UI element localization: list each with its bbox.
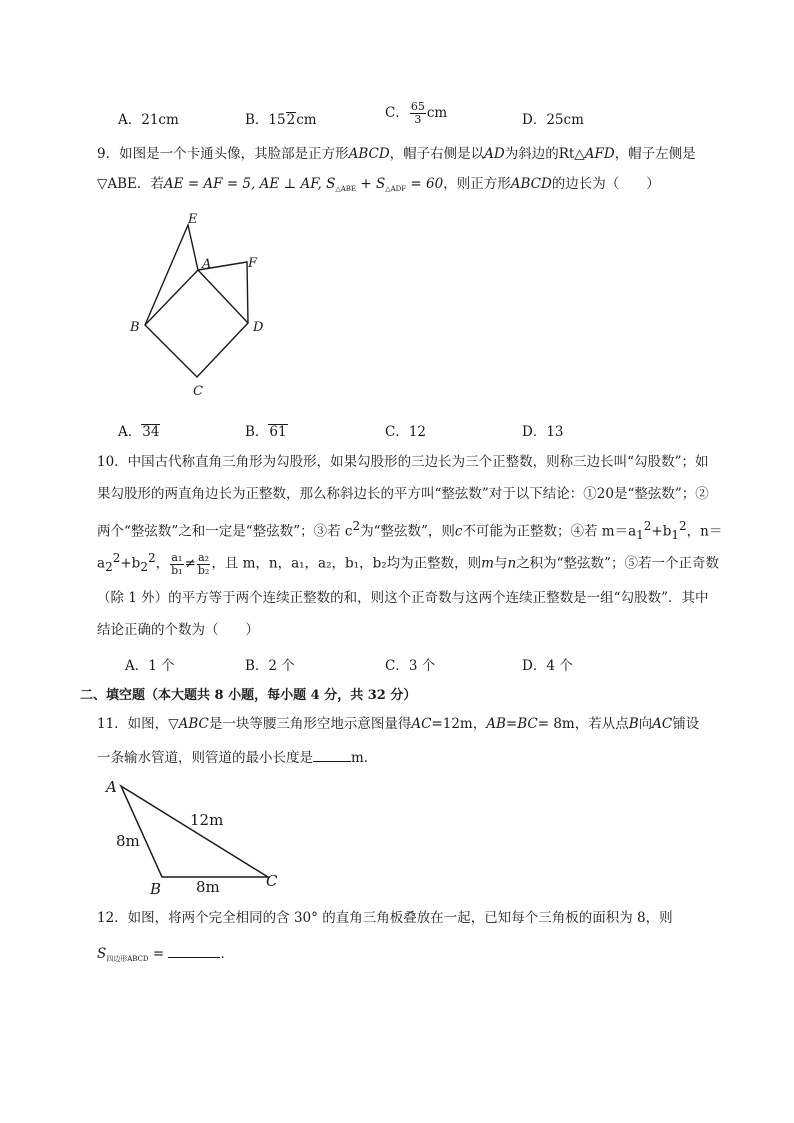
- section-2-heading: 二、填空题（本大题共 8 小题，每小题 4 分，共 32 分）: [80, 688, 417, 703]
- q10-line-5: （除 1 外）的平方等于两个连续正整数的和，则这个正奇数与这两个连续正整数是一组“勾股数”．其中: [97, 590, 709, 606]
- triangle-abc: [121, 786, 268, 877]
- label-c: C: [266, 872, 278, 890]
- q9-option-a: A．34: [118, 424, 160, 440]
- label-d: D: [253, 320, 264, 335]
- q10-line-1: 10．中国古代称直角三角形为勾股形，如果勾股形的三边长为三个正整数，则称三边长叫“勾股数”；如: [97, 454, 709, 470]
- q10-line-6: 结论正确的个数为（ ）: [97, 622, 259, 638]
- q9-line-1: 9．如图是一个卡通头像，其脸部是正方形ABCD，帽子右侧是以AD为斜边的Rt△AFD，帽子左侧是: [97, 146, 696, 162]
- q10-option-d: D．4 个: [522, 658, 573, 674]
- q9-option-c: C．12: [385, 424, 427, 440]
- square-abcd: [145, 270, 248, 377]
- q9-option-d: D．13: [522, 424, 564, 440]
- q8-option-c: C． $\frac{65}{3}$ cm: [385, 100, 448, 126]
- q8-option-b: B．152cm: [245, 112, 317, 128]
- q10-line-2: 果勾股形的两直角边长为正整数，那么称斜边长的平方叫“整弦数”对于以下结论：①20是“整弦数”；②: [97, 486, 709, 502]
- q11-line-2: 一条输水管道，则管道的最小长度是 m．: [97, 750, 378, 766]
- sqrt-sign: 34: [142, 424, 160, 440]
- q9-line-2: ▽ABE．若AE = AF = 5, AE ⊥ AF, $S_{\triangle ABE} + S_{\triangle ADF} = 60$，则正方形ABCD的边长为（ ）: [97, 176, 660, 193]
- q12-line-1: 12．如图，将两个完全相同的含 30° 的直角三角板叠放在一起，已知每个三角板的面积为 8，则: [97, 910, 673, 926]
- q10-option-b: B．2 个: [245, 658, 295, 674]
- answer-blank: [313, 749, 351, 762]
- label-e: E: [188, 212, 198, 227]
- answer-blank: [168, 945, 220, 958]
- q8-option-d: D．25cm: [522, 112, 584, 128]
- q10-option-a: A．1 个: [125, 658, 175, 674]
- label-a: A: [202, 257, 212, 272]
- sqrt-sign: 61: [269, 424, 287, 440]
- label-c: C: [193, 384, 203, 399]
- q11-figure: [100, 772, 290, 897]
- label-ab-length: 8m: [116, 832, 140, 850]
- q8-option-a: A．21cm: [118, 112, 179, 128]
- q12-line-2: $S_{四边形ABCD}$ = ．: [97, 946, 234, 963]
- triangle-abe: [145, 225, 198, 325]
- q10-option-c: C．3 个: [385, 658, 436, 674]
- label-b: B: [150, 880, 162, 897]
- q11-line-1: 11．如图，▽ABC是一块等腰三角形空地示意图量得AC=12m，AB=BC= 8m，若从点B向AC铺设: [97, 716, 700, 732]
- label-f: F: [248, 256, 258, 271]
- q9-option-b: B．61: [245, 424, 287, 440]
- q10-line-3: 两个“整弦数”之和一定是“整弦数”；③若 $c^2$为“整弦数”，则c不可能为正整数；④若 $m=a_1^2+b_1^2$，n＝: [97, 519, 723, 543]
- q9-figure: [120, 205, 290, 400]
- label-b: B: [130, 320, 140, 335]
- label-ac-length: 12m: [190, 811, 224, 829]
- q10-line-4: $a_2^2+b_2^2$， $\frac{\text{a₁}}{\text{b₁}}$ ≠ $\frac{\text{a₂}}{\text{b₂}}$ ，且 m，n，a₁，a₂，b₁，b₂均为正整数，则m与n之积为“整弦数”；⑤若一个正奇数: [97, 550, 719, 577]
- label-a: A: [106, 778, 117, 796]
- label-bc-length: 8m: [196, 878, 220, 896]
- sqrt-sign: 2: [286, 112, 296, 128]
